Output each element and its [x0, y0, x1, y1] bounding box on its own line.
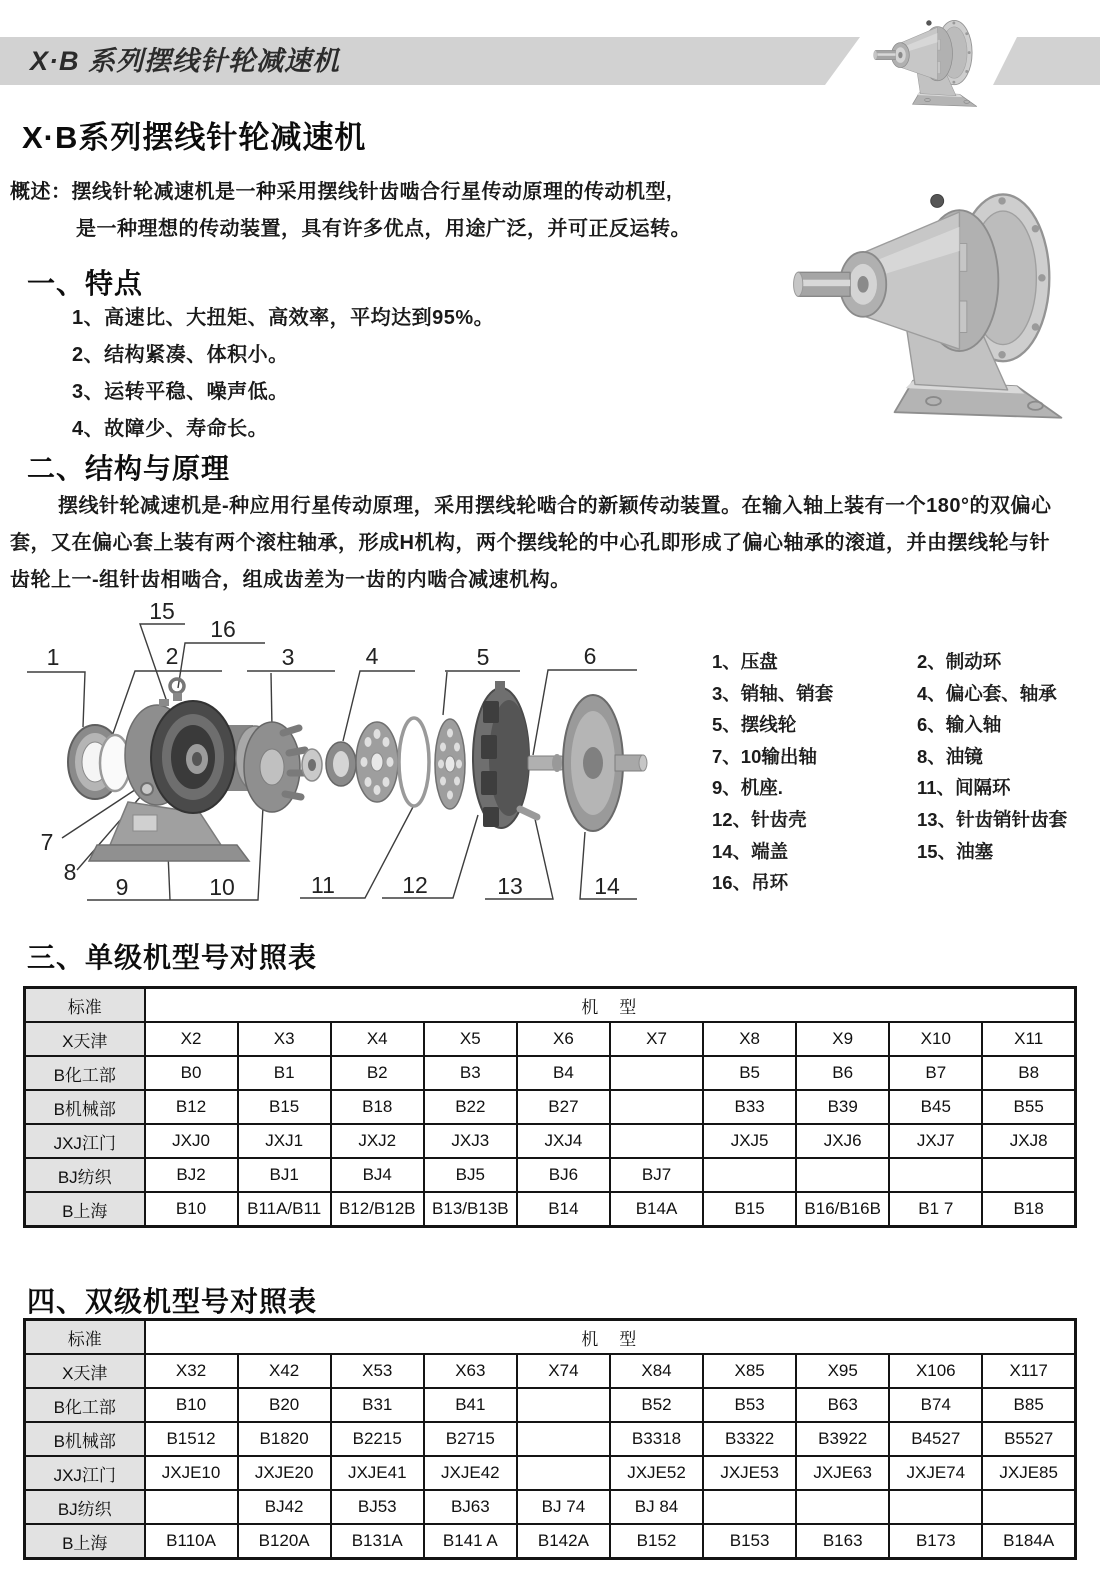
structure-line2: 套，又在偏心套上装有两个滚柱轴承，形成H机构，两个摆线轮的中心孔即形成了偏心轴承的滚道，并由摆线轮与针: [10, 532, 1050, 554]
table-cell: B173: [889, 1524, 982, 1559]
table-cell: B141 A: [424, 1524, 517, 1559]
features-list: [72, 300, 494, 448]
exploded-parts: [68, 679, 647, 861]
table-cell: BJ63: [424, 1490, 517, 1524]
table-row-label: X天津: [25, 1354, 145, 1388]
table-cell: JXJE20: [238, 1456, 331, 1490]
table-cell: BJ5: [424, 1158, 517, 1192]
table-cell: JXJE85: [982, 1456, 1075, 1490]
table-cell: X6: [517, 1022, 610, 1056]
part-item: 8、油镜: [917, 745, 983, 767]
table-cell: JXJE42: [424, 1456, 517, 1490]
overview-line1: 概述：摆线针轮减速机是一种采用摆线针齿啮合行星传动原理的传动机型,: [10, 181, 673, 203]
part-item: 9、机座.: [712, 777, 783, 799]
oil-sight-icon: [141, 783, 153, 795]
table-cell: B41: [424, 1388, 517, 1422]
table-cell: BJ7: [610, 1158, 703, 1192]
table-cell: JXJ7: [889, 1124, 982, 1158]
table-cell: B22: [424, 1090, 517, 1124]
table-cell: X74: [517, 1354, 610, 1388]
diagram-label-5: 5: [476, 644, 490, 670]
diagram-label-3: 3: [281, 644, 295, 670]
table-cell: X5: [424, 1022, 517, 1056]
table-span-header: 机 型: [145, 1320, 1076, 1355]
table-cell: BJ4: [331, 1158, 424, 1192]
part-item: 1、压盘: [712, 651, 778, 672]
table-cell: B1820: [238, 1422, 331, 1456]
table-cell: BJ53: [331, 1490, 424, 1524]
structure-line3: 齿轮上一-组针齿相啮合，组成齿差为一齿的内啮合减速机构。: [10, 569, 571, 591]
table-cell: BJ42: [238, 1490, 331, 1524]
table-cell: [517, 1422, 610, 1456]
table-row-label: JXJ江门: [25, 1456, 145, 1490]
part-item: 15、油塞: [917, 840, 994, 862]
table-cell: JXJ0: [145, 1124, 238, 1158]
table-cell: B55: [982, 1090, 1075, 1124]
table-cell: B15: [238, 1090, 331, 1124]
table-cell: B153: [703, 1524, 796, 1559]
table-cell: X42: [238, 1354, 331, 1388]
diagram-label-10: 10: [209, 874, 235, 900]
table-cell: B85: [982, 1388, 1075, 1422]
table-cell: [517, 1388, 610, 1422]
table-row-label: B化工部: [25, 1056, 145, 1090]
table-cell: X7: [610, 1022, 703, 1056]
table-cell: B2: [331, 1056, 424, 1090]
table-cell: B142A: [517, 1524, 610, 1559]
table-row: [25, 1056, 1076, 1090]
part-item: 7、10输出轴: [712, 745, 817, 767]
table-cell: B2215: [331, 1422, 424, 1456]
table-cell: JXJ3: [424, 1124, 517, 1158]
feature-item: 3、运转平稳、噪声低。: [72, 381, 289, 403]
part-item: 2、制动环: [917, 651, 1002, 672]
table-cell: X2: [145, 1022, 238, 1056]
table-cell: B39: [796, 1090, 889, 1124]
page-title: X·B系列摆线针轮减速机: [22, 120, 367, 155]
table-cell: JXJE63: [796, 1456, 889, 1490]
table1-heading: 三、单级机型号对照表: [27, 942, 318, 973]
table-row: [25, 1422, 1076, 1456]
table-cell: BJ 74: [517, 1490, 610, 1524]
table-row-label: B化工部: [25, 1388, 145, 1422]
table-cell: JXJ8: [982, 1124, 1075, 1158]
structure-line1: 摆线针轮减速机是-种应用行星传动原理，采用摆线轮啮合的新颖传动装置。在输入轴上装有一个180°的双偏心: [58, 495, 1052, 517]
table2-heading: 四、双级机型号对照表: [27, 1286, 318, 1317]
table-cell: B31: [331, 1388, 424, 1422]
diagram-label-13: 13: [497, 873, 523, 899]
diagram-label-6: 6: [583, 643, 597, 669]
table-cell: [796, 1158, 889, 1192]
table-row: [25, 1388, 1076, 1422]
part-item: 14、端盖: [712, 840, 789, 862]
table-row: [25, 1354, 1076, 1388]
reducer-photo-large: [774, 162, 1080, 440]
table-cell: B3: [424, 1056, 517, 1090]
table-cell: B110A: [145, 1524, 238, 1559]
structure-heading: 二、结构与原理: [27, 453, 231, 484]
table-cell: B3318: [610, 1422, 703, 1456]
table-cell: B0: [145, 1056, 238, 1090]
table-cell: BJ2: [145, 1158, 238, 1192]
table-cell: B131A: [331, 1524, 424, 1559]
diagram-label-7: 7: [40, 829, 54, 855]
table-row: [25, 1456, 1076, 1490]
table-row: [25, 1158, 1076, 1192]
table-cell: B5527: [982, 1422, 1075, 1456]
table-cell: B45: [889, 1090, 982, 1124]
features-heading: 一、特点: [27, 268, 144, 299]
part-item: 11、间隔环: [917, 777, 1011, 799]
table-cell: X106: [889, 1354, 982, 1388]
parts-list-right: [917, 646, 1067, 867]
table-cell: B8: [982, 1056, 1075, 1090]
table-corner-label: 标准: [25, 988, 145, 1023]
table-row-label: JXJ江门: [25, 1124, 145, 1158]
table-cell: [703, 1158, 796, 1192]
table-cell: X117: [982, 1354, 1075, 1388]
table-cell: X63: [424, 1354, 517, 1388]
table-cell: X4: [331, 1022, 424, 1056]
diagram-label-14: 14: [594, 873, 620, 899]
table-cell: B12/B12B: [331, 1192, 424, 1227]
diagram-label-15: 15: [149, 598, 175, 624]
table-cell: B163: [796, 1524, 889, 1559]
table-cell: [796, 1490, 889, 1524]
diagram-label-9: 9: [115, 874, 129, 900]
feature-item: 1、高速比、大扭矩、高效率，平均达到95%。: [72, 307, 495, 329]
table-cell: X8: [703, 1022, 796, 1056]
table-cell: B14A: [610, 1192, 703, 1227]
table-cell: B20: [238, 1388, 331, 1422]
banner-title: X·B 系列摆线针轮减速机: [30, 46, 340, 76]
part-item: 6、输入轴: [917, 714, 1002, 736]
table-cell: B10: [145, 1388, 238, 1422]
table-cell: X53: [331, 1354, 424, 1388]
table-corner-label: 标准: [25, 1320, 145, 1355]
table-cell: B27: [517, 1090, 610, 1124]
table-cell: B33: [703, 1090, 796, 1124]
feature-item: 2、结构紧凑、体积小。: [72, 344, 289, 366]
table-row-label: B上海: [25, 1524, 145, 1559]
table-row-label: B机械部: [25, 1090, 145, 1124]
table-cell: JXJ4: [517, 1124, 610, 1158]
table-cell: X3: [238, 1022, 331, 1056]
table-cell: X84: [610, 1354, 703, 1388]
table-cell: X85: [703, 1354, 796, 1388]
single-stage-model-table: [23, 986, 1077, 1228]
table-cell: B3922: [796, 1422, 889, 1456]
table-row: [25, 1490, 1076, 1524]
diagram-label-4: 4: [365, 643, 379, 669]
table-row-label: B机械部: [25, 1422, 145, 1456]
double-stage-model-table: [23, 1318, 1077, 1560]
table-cell: X10: [889, 1022, 982, 1056]
table-cell: JXJE52: [610, 1456, 703, 1490]
table-row-label: BJ纺织: [25, 1490, 145, 1524]
table-cell: B1: [238, 1056, 331, 1090]
part-item: 13、针齿销针齿套: [917, 808, 1068, 830]
table-cell: [982, 1158, 1075, 1192]
header-banner-right: [993, 37, 1100, 85]
table-cell: [889, 1490, 982, 1524]
table-cell: JXJ6: [796, 1124, 889, 1158]
table-cell: BJ1: [238, 1158, 331, 1192]
table-cell: [610, 1056, 703, 1090]
table-row: [25, 1192, 1076, 1227]
table-cell: B63: [796, 1388, 889, 1422]
table-cell: B16/B16B: [796, 1192, 889, 1227]
table-cell: JXJ2: [331, 1124, 424, 1158]
parts-list-left: [712, 646, 833, 899]
table-cell: B3322: [703, 1422, 796, 1456]
table-cell: B11A/B11: [238, 1192, 331, 1227]
part-item: 4、偏心套、轴承: [917, 682, 1057, 704]
part-item: 12、针齿壳: [712, 808, 807, 830]
table-cell: B184A: [982, 1524, 1075, 1559]
part-item: 3、销轴、销套: [712, 682, 834, 704]
diagram-label-11: 11: [311, 872, 335, 898]
table-row: [25, 1090, 1076, 1124]
part-item: 5、摆线轮: [712, 714, 797, 736]
table-cell: [517, 1456, 610, 1490]
table-row-label: X天津: [25, 1022, 145, 1056]
table-cell: B4: [517, 1056, 610, 1090]
table-row: [25, 1524, 1076, 1559]
table-cell: BJ 84: [610, 1490, 703, 1524]
table-cell: B1512: [145, 1422, 238, 1456]
table-cell: [703, 1490, 796, 1524]
table-cell: B13/B13B: [424, 1192, 517, 1227]
table-cell: B14: [517, 1192, 610, 1227]
table-row-label: B上海: [25, 1192, 145, 1227]
table-cell: JXJE41: [331, 1456, 424, 1490]
table-cell: X32: [145, 1354, 238, 1388]
table-span-header: 机 型: [145, 988, 1076, 1023]
table-cell: [610, 1124, 703, 1158]
overview-line2: 是一种理想的传动装置，具有许多优点，用途广泛，并可正反运转。: [76, 218, 691, 240]
table-cell: X9: [796, 1022, 889, 1056]
diagram-label-2: 2: [165, 643, 179, 669]
table-cell: B1 7: [889, 1192, 982, 1227]
reducer-photo-small: [866, 8, 984, 115]
diagram-label-1: 1: [46, 644, 60, 670]
table-cell: B15: [703, 1192, 796, 1227]
diagram-label-8: 8: [63, 859, 77, 885]
table-cell: BJ6: [517, 1158, 610, 1192]
table-row: [25, 1124, 1076, 1158]
table-cell: B12: [145, 1090, 238, 1124]
table-cell: JXJE10: [145, 1456, 238, 1490]
table-cell: B6: [796, 1056, 889, 1090]
table-cell: B5: [703, 1056, 796, 1090]
part-item: 16、吊环: [712, 872, 789, 894]
diagram-label-16: 16: [210, 616, 236, 642]
table-cell: X11: [982, 1022, 1075, 1056]
table-cell: JXJ5: [703, 1124, 796, 1158]
table-cell: X95: [796, 1354, 889, 1388]
table-cell: B18: [982, 1192, 1075, 1227]
table-cell: [889, 1158, 982, 1192]
table-cell: JXJE53: [703, 1456, 796, 1490]
table-cell: B7: [889, 1056, 982, 1090]
eyebolt-icon: [170, 679, 184, 693]
feature-item: 4、故障少、寿命长。: [72, 418, 269, 440]
table-cell: B120A: [238, 1524, 331, 1559]
table-cell: [982, 1490, 1075, 1524]
table-cell: B10: [145, 1192, 238, 1227]
table-cell: B52: [610, 1388, 703, 1422]
diagram-label-12: 12: [402, 872, 428, 898]
table-cell: B53: [703, 1388, 796, 1422]
table-row: [25, 1022, 1076, 1056]
table-cell: B152: [610, 1524, 703, 1559]
table-cell: B18: [331, 1090, 424, 1124]
table-cell: JXJE74: [889, 1456, 982, 1490]
table-cell: [610, 1090, 703, 1124]
table-row-label: BJ纺织: [25, 1158, 145, 1192]
table-cell: B2715: [424, 1422, 517, 1456]
exploded-diagram: [25, 597, 695, 912]
table-cell: B74: [889, 1388, 982, 1422]
table-cell: [145, 1490, 238, 1524]
table-cell: JXJ1: [238, 1124, 331, 1158]
table-cell: B4527: [889, 1422, 982, 1456]
